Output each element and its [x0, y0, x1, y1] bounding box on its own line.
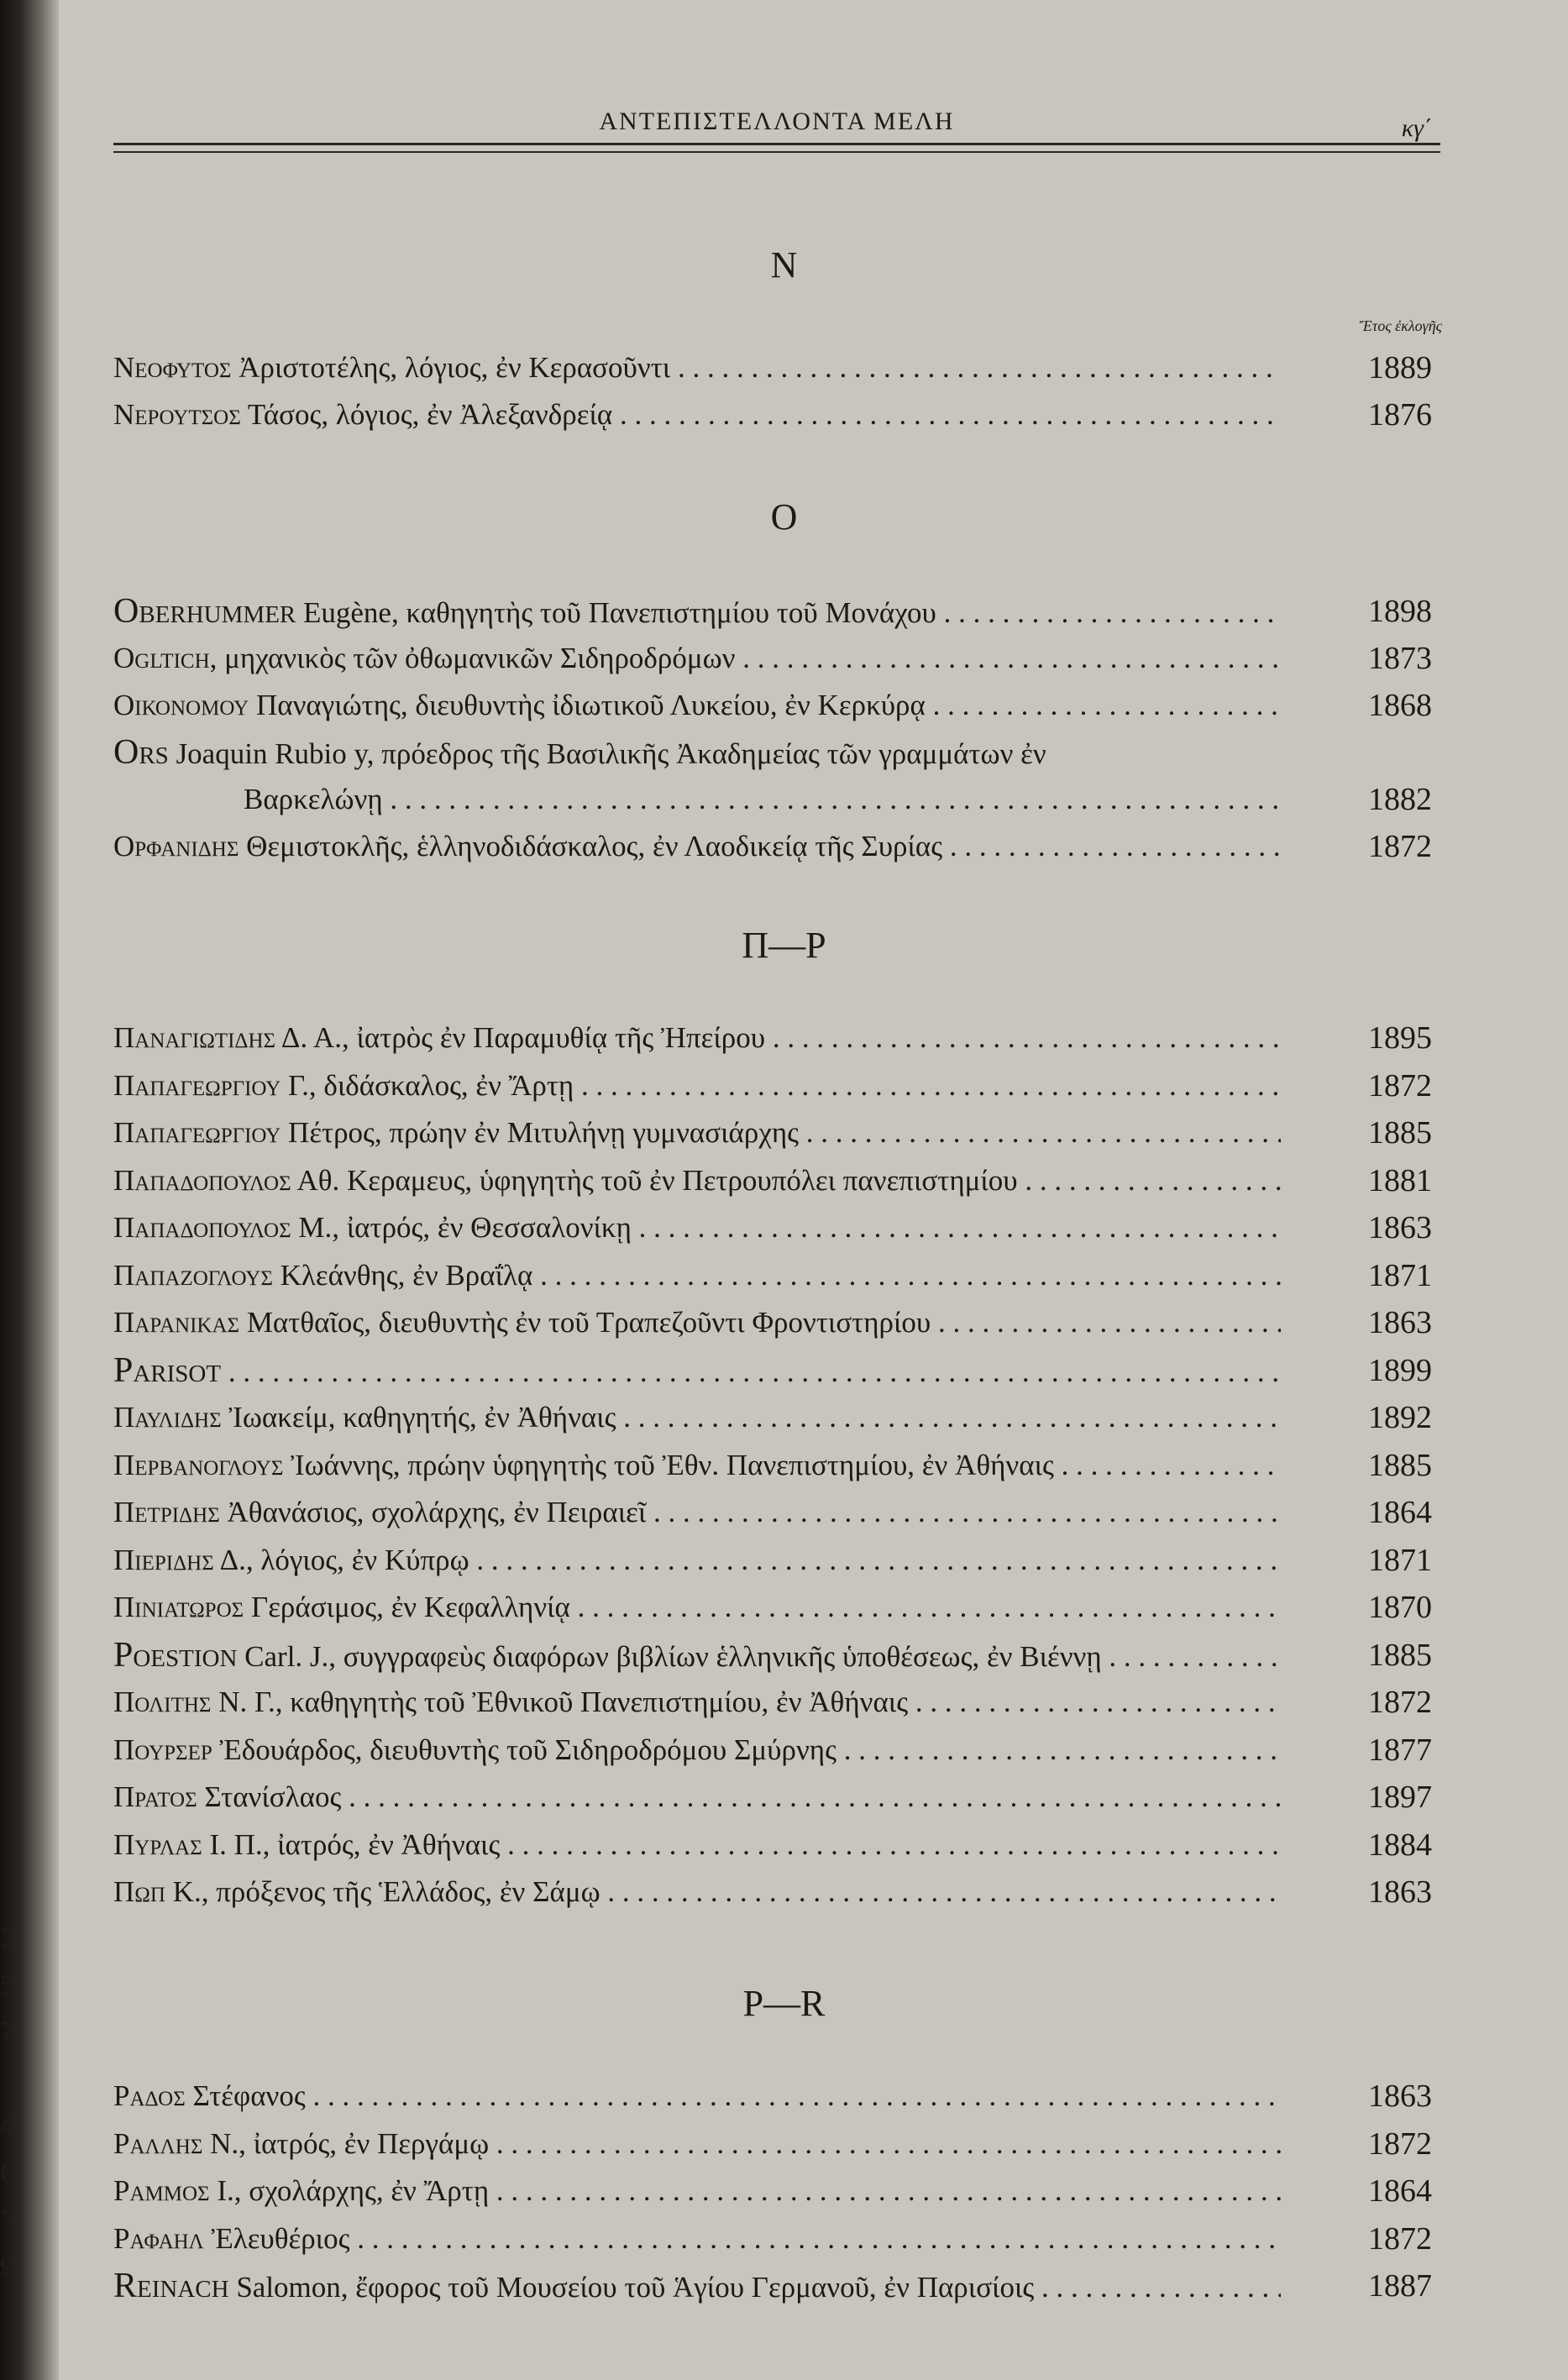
list-item	[113, 2168, 1440, 2215]
member-name: Νερουτσος	[113, 398, 241, 431]
election-year: 1864	[1368, 1495, 1432, 1530]
member-name: Πινιατωρος	[113, 1591, 244, 1623]
list-item	[113, 588, 1440, 635]
election-year: 1895	[1368, 1020, 1432, 1056]
list-item	[113, 1537, 1440, 1584]
member-description: Ν., ἰατρός, ἐν Περγάμῳ	[202, 2126, 490, 2160]
member-description: Ι., σχολάρχης, ἐν Ἄρτῃ	[209, 2174, 490, 2207]
member-name: Ραλλης	[113, 2126, 203, 2160]
list-item	[113, 1774, 1440, 1821]
list-item	[113, 344, 1440, 391]
election-year: 1870	[1368, 1590, 1432, 1625]
member-description: Salomon, ἔφορος τοῦ Μουσείου τοῦ Ἁγίου Γερμανοῦ, ἐν Παρισίοις	[228, 2271, 1035, 2304]
section-letter-o: O	[770, 496, 798, 537]
list-item	[113, 391, 1440, 438]
member-description: Πέτρος, πρώην ἐν Μιτυλήνῃ γυμνασιάρχης	[281, 1116, 800, 1149]
member-description: Δ., λόγιος, ἐν Κύπρῳ	[213, 1543, 469, 1576]
section-letter-pi-rho: Π—Ρ	[742, 925, 826, 966]
member-name: Παπαγεωργιου	[113, 1068, 281, 1102]
member-description: Ματθαῖος, διευθυντὴς ἐν τοῦ Τραπεζοῦντι Φροντιστηρίου	[239, 1306, 931, 1339]
member-name: Πρατος	[113, 1780, 197, 1813]
list-item	[113, 635, 1440, 682]
member-description: Ἀριστοτέλης, λόγιος, ἐν Κερασοῦντι	[231, 351, 671, 384]
member-name: Περβανογλους	[113, 1448, 284, 1481]
election-year: 1876	[1368, 397, 1432, 432]
election-year: 1898	[1368, 594, 1432, 629]
member-name: Πυρλας	[113, 1827, 202, 1861]
member-name: Παρανικας	[113, 1306, 240, 1339]
member-name: Πουρσερ	[113, 1733, 212, 1766]
list-item	[113, 2215, 1440, 2262]
list-item	[113, 1632, 1440, 1679]
member-name: Ogltich	[113, 642, 210, 674]
section-letter-n: N	[770, 244, 798, 286]
election-year: 1881	[1368, 1162, 1432, 1198]
running-title: ΑΝΤΕΠΙΣΤΕΛΛΟΝΤΑ ΜΕΛΗ	[599, 107, 955, 135]
margin-digits	[0, 1915, 18, 2291]
member-name: Παναγιωτιδης	[113, 1021, 276, 1054]
election-year: 1872	[1368, 2220, 1432, 2257]
member-name: Ors	[113, 733, 169, 772]
member-description: Θεμιστοκλῆς, ἑλληνοδιδάσκαλος, ἐν Λαοδικείᾳ τῆς Συρίας	[239, 830, 943, 862]
member-description: Ι. Π., ἰατρός, ἐν Ἀθήναις	[202, 1827, 501, 1861]
member-description: Γεράσιμος, ἐν Κεφαλληνίᾳ	[244, 1591, 570, 1623]
margin-digit: 2	[0, 1922, 14, 1953]
election-year: 1885	[1368, 1115, 1432, 1151]
list-item	[113, 2262, 1440, 2309]
election-year: 1877	[1368, 1732, 1432, 1768]
member-description: Στέφανος	[185, 2079, 306, 2112]
election-year: 1871	[1368, 1257, 1432, 1293]
list-item	[113, 1822, 1440, 1869]
member-name: Πολιτης	[113, 1685, 212, 1718]
election-year: 1889	[1368, 350, 1432, 385]
margin-digit: 6	[0, 2157, 14, 2189]
member-description: Ἐλευθέριος	[203, 2221, 350, 2255]
member-description: Δ. Α., ἰατρὸς ἐν Παραμυθίᾳ τῆς Ἠπείρου	[275, 1021, 766, 1054]
member-name: Reinach	[113, 2267, 229, 2305]
year-column-caption: Ἔτος ἐκλογῆς	[1359, 317, 1442, 334]
member-name: Ραφαηλ	[113, 2221, 204, 2255]
list-item	[113, 682, 1440, 729]
list-item	[113, 1584, 1440, 1631]
list-item	[113, 729, 1440, 776]
member-description: Κ., πρόξενος τῆς Ἑλλάδος, ἐν Σάμῳ	[165, 1875, 600, 1908]
list-item	[113, 1394, 1440, 1441]
member-name: Παπαδοπουλος	[113, 1163, 291, 1197]
margin-digit: 5	[0, 1969, 14, 2000]
header-rule-bottom	[113, 151, 1440, 153]
header-rule-top	[113, 143, 1440, 145]
list-item	[113, 2121, 1440, 2168]
election-year: 1872	[1368, 829, 1432, 864]
member-name: Παπαδοπουλος	[113, 1211, 291, 1244]
margin-digit: 4	[0, 2110, 14, 2141]
election-year: 1892	[1368, 1400, 1432, 1435]
member-name: Παπαζογλους	[113, 1258, 273, 1292]
section-letter-p-r: P—R	[742, 1983, 826, 2024]
member-name: Ραδος	[113, 2079, 186, 2112]
margin-digit: 7	[0, 2016, 14, 2047]
election-year: 1863	[1368, 1874, 1432, 1910]
member-description: Ἰωακείμ, καθηγητής, ἐν Ἀθήναις	[221, 1401, 616, 1434]
election-year: 1884	[1368, 1827, 1432, 1863]
election-year: 1897	[1368, 1780, 1432, 1815]
list-item	[113, 1347, 1440, 1394]
list-item	[113, 1204, 1440, 1251]
member-name: Πετριδης	[113, 1496, 220, 1528]
member-description: Eugène, καθηγητὴς τοῦ Πανεπιστημίου τοῦ Μονάχου	[296, 596, 936, 629]
election-year: 1863	[1368, 1305, 1432, 1340]
member-description: , μηχανικὸς τῶν ὀθωμανικῶν Σιδηροδρόμων	[209, 642, 736, 674]
member-name: Παυλιδης	[113, 1401, 222, 1434]
list-item	[113, 1727, 1440, 1774]
member-description: Παναγιώτης, διευθυντὴς ἰδιωτικοῦ Λυκείου, ἐν Κερκύρᾳ	[249, 689, 926, 721]
member-description: Carl. J., συγγραφεὺς διαφόρων βιβλίων ἑλληνικῆς ὑποθέσεως, ἐν Βιέννῃ	[237, 1639, 1102, 1673]
list-item	[113, 1014, 1440, 1062]
member-description: Μ., ἰατρός, ἐν Θεσσαλονίκῃ	[291, 1211, 632, 1244]
member-description: Joaquin Rubio y, πρόεδρος τῆς Βασιλικῆς Ἀκαδημείας τῶν γραμμάτων ἐν	[168, 737, 1046, 770]
election-year: 1899	[1368, 1352, 1432, 1388]
election-year: 1872	[1368, 2126, 1432, 2162]
member-name: Parisot	[113, 1350, 222, 1390]
member-name: Πωπ	[113, 1875, 165, 1908]
member-name: Ορφανιδης	[113, 830, 239, 862]
member-name: Νεοφυτος	[113, 351, 232, 384]
member-name: Ραμμος	[113, 2174, 210, 2207]
member-name: Πιεριδης	[113, 1543, 214, 1576]
margin-digit: 9	[0, 2252, 14, 2283]
election-year: 1872	[1368, 1067, 1432, 1104]
member-description: Ἰωάννης, πρώην ὑφηγητὴς τοῦ Ἐθν. Πανεπιστημίου, ἐν Ἀθήναις	[283, 1448, 1054, 1481]
member-name: Παπαγεωργιου	[113, 1116, 281, 1149]
list-item	[113, 1062, 1440, 1109]
list-item	[113, 1442, 1440, 1489]
election-year: 1872	[1368, 1685, 1432, 1720]
election-year: 1863	[1368, 1210, 1432, 1245]
member-description: Ν. Γ., καθηγητὴς τοῦ Ἐθνικοῦ Πανεπιστημίου, ἐν Ἀθήναις	[211, 1685, 909, 1718]
list-item	[113, 2073, 1440, 2120]
member-description: Κλεάνθης, ἐν Βραΐλᾳ	[272, 1258, 533, 1292]
election-year: 1863	[1368, 2079, 1432, 2114]
member-description: Στανίσλαος	[197, 1780, 342, 1813]
member-description: Τάσος, λόγιος, ἐν Ἀλεξανδρείᾳ	[240, 398, 613, 431]
list-item	[113, 1299, 1440, 1346]
member-description: Αθ. Κεραμευς, ὑφηγητὴς τοῦ ἐν Πετρουπόλει πανεπιστημίου	[291, 1163, 1018, 1197]
member-description: Γ., διδάσκαλος, ἐν Ἄρτῃ	[281, 1068, 574, 1102]
page-number: κγ΄	[1401, 114, 1432, 142]
list-item	[113, 1109, 1440, 1156]
list-item	[113, 1869, 1440, 1916]
member-description: Ἀθανάσιος, σχολάρχης, ἐν Πειραιεῖ	[219, 1496, 647, 1528]
list-item-continuation	[113, 776, 1440, 823]
list-item	[113, 1679, 1440, 1726]
election-year: 1871	[1368, 1542, 1432, 1578]
list-item	[113, 823, 1440, 870]
member-name: Poestion	[113, 1635, 238, 1675]
margin-digit	[0, 2056, 18, 2103]
election-year: 1885	[1368, 1637, 1432, 1673]
election-year: 1885	[1368, 1447, 1432, 1483]
election-year: 1882	[1368, 782, 1432, 817]
list-item	[113, 1252, 1440, 1299]
election-year: 1864	[1368, 2173, 1432, 2209]
member-name: Oberhummer	[113, 592, 296, 631]
election-year: 1868	[1368, 688, 1432, 723]
member-description: Ἐδουάρδος, διευθυντὴς τοῦ Σιδηροδρόμου Σμύρνης	[212, 1733, 836, 1766]
list-item	[113, 1157, 1440, 1204]
election-year: 1887	[1368, 2268, 1432, 2304]
member-description: Βαρκελώνῃ	[244, 783, 383, 815]
margin-digit: 7	[0, 2204, 14, 2236]
list-item	[113, 1489, 1440, 1536]
member-name: Οικονομου	[113, 689, 249, 721]
election-year: 1873	[1368, 641, 1432, 676]
